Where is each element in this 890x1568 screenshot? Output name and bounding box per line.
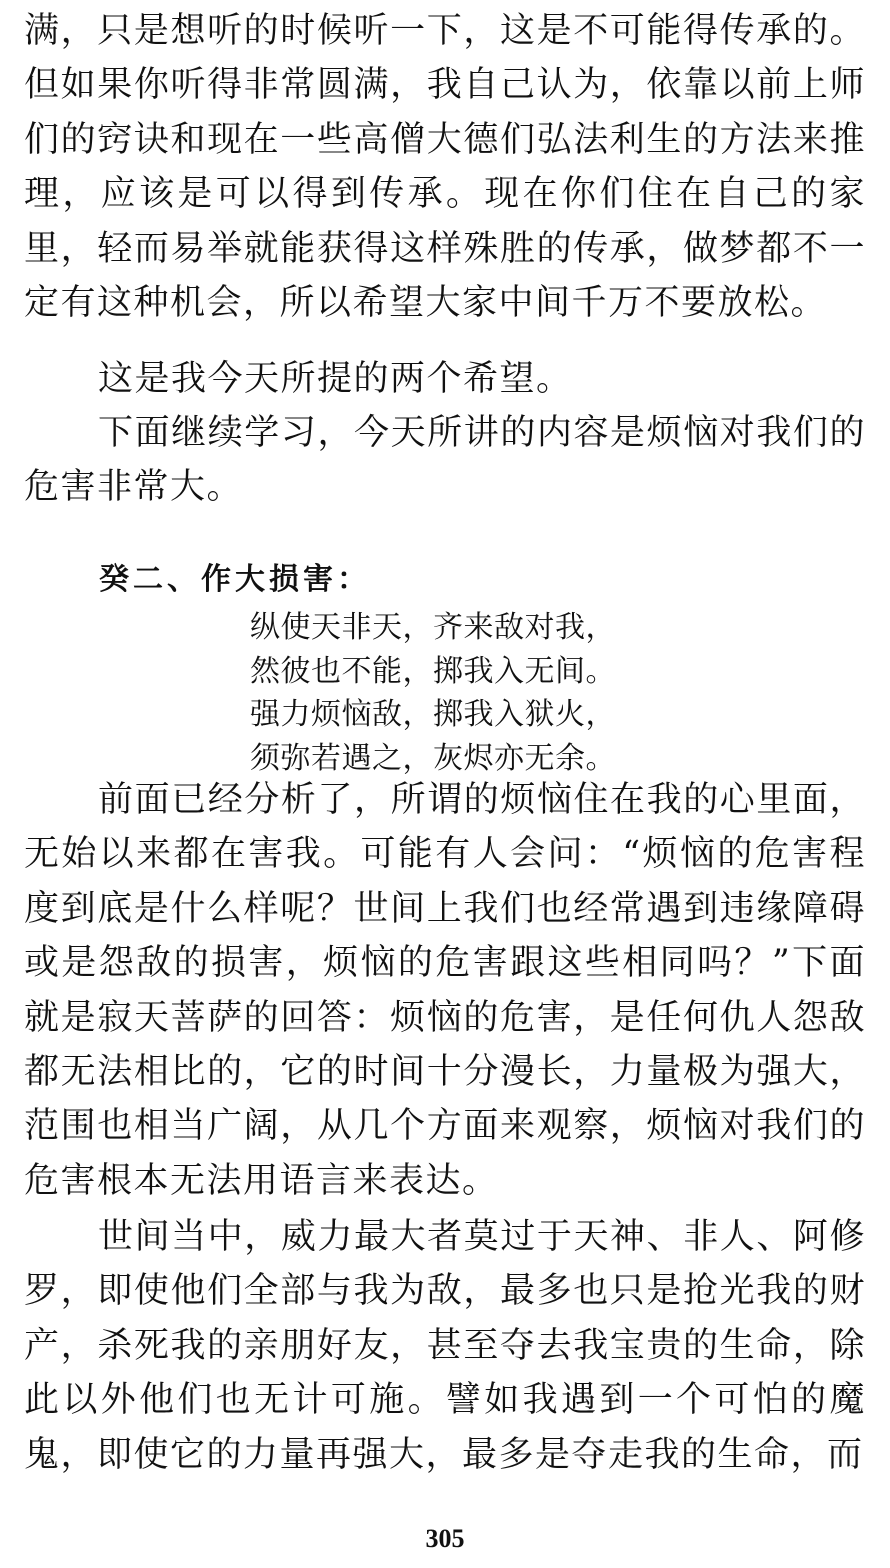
page-number: 305: [425, 1524, 465, 1553]
paragraph-continue-study: 下面继续学习，今天所讲的内容是烦恼对我们的危害非常大。: [24, 413, 866, 508]
verse-line: 强力烦恼敌，掷我入狱火，: [250, 697, 616, 732]
paragraph-continuation: 满，只是想听的时候听一下，这是不可能得传承的。但如果你听得非常圆满，我自己认为，依靠以前上师们的窍诀和现在一些高僧大德们弘法利生的方法来推理，应该是可以得到传承。现在你们住在自己的家里，轻而易举就能获得这样殊胜的传承，做梦都不一定有这种机会，所以希望大家中间千万不要放松。: [24, 11, 866, 324]
verse-line: 纵使天非天，齐来敌对我，: [250, 610, 616, 645]
verse-line: 然彼也不能，掷我入无间。: [250, 653, 616, 689]
section-heading: 癸二、作大损害：: [99, 562, 371, 597]
paragraph-commentary-2: 世间当中，威力最大者莫过于天神、非人、阿修罗，即使他们全部与我为敌，最多也只是抢光我的财产，杀死我的亲朋好友，甚至夺去我宝贵的生命，除此以外他们也无计可施。譬如我遇到一个可怕的魔鬼，即使它的力量再强大，最多是夺走我的生命，而: [24, 1217, 866, 1475]
verse-block: [250, 606, 616, 780]
paragraph-commentary-1: 前面已经分析了，所谓的烦恼住在我的心里面，无始以来都在害我。可能有人会问：“烦恼的危害程度到底是什么样呢？世间上我们也经常遇到违缘障碍或是怨敌的损害，烦恼的危害跟这些相同吗？”下面就是寂天菩萨的回答：烦恼的危害，是任何仇人怨敌都无法相比的，它的时间十分漫长，力量极为强大，范围也相当广阔，从几个方面来观察，烦恼对我们的危害根本无法用语言来表达。: [24, 780, 866, 1201]
paragraph-two-hopes: 这是我今天所提的两个希望。: [98, 359, 573, 399]
verse-line: 须弥若遇之，灰烬亦无余。: [250, 740, 616, 776]
